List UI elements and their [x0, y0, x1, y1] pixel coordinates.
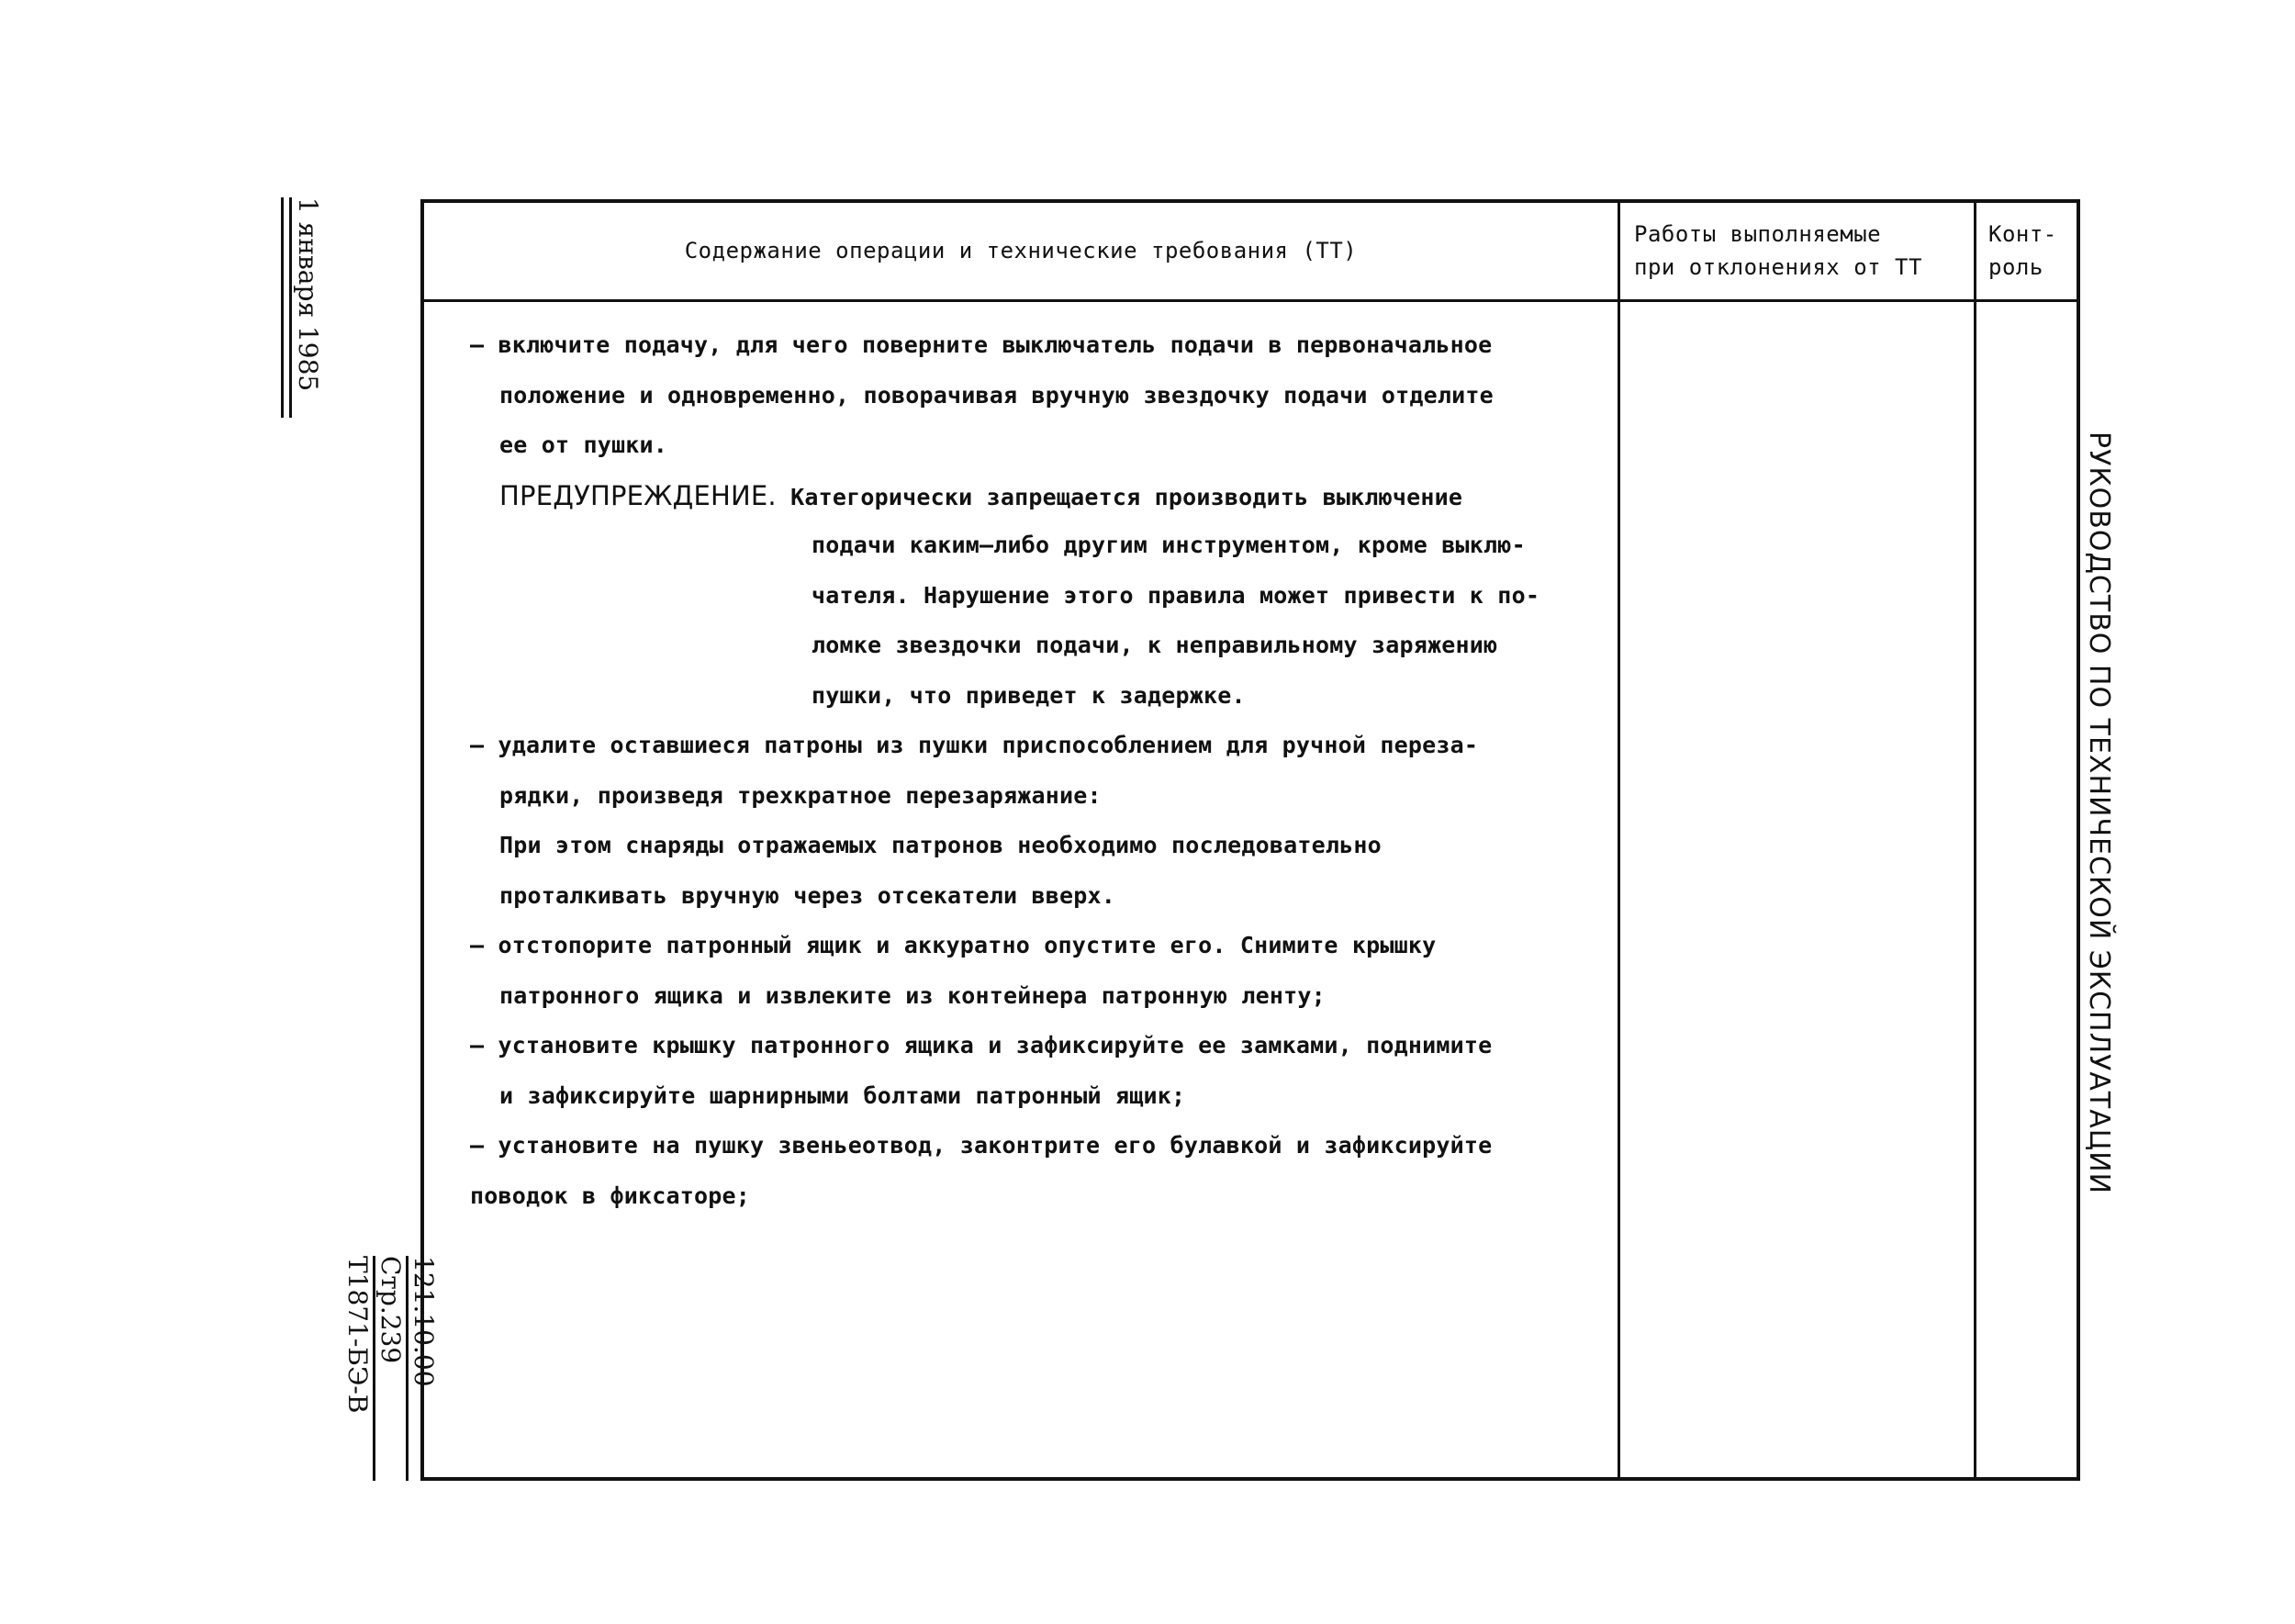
- warning-text: Категорически запрещается производить выключение: [776, 483, 1463, 510]
- text-line: и зафиксируйте шарнирными болтами патронный ящик;: [499, 1081, 1186, 1109]
- header-control-line2: роль: [1988, 254, 2043, 280]
- document-designation: Т1871-БЭ-В: [342, 1256, 373, 1414]
- text-line: положение и одновременно, поворачивая вручную звездочку подачи отделите: [499, 381, 1494, 409]
- issue-date: 1 января 1985: [293, 197, 323, 392]
- header-works-line2: при отклонениях от ТТ: [1634, 254, 1922, 280]
- text-line: чателя. Нарушение этого правила может привести к по-: [812, 581, 1540, 609]
- text-line: проталкивать вручную через отсекатели вверх.: [499, 881, 1116, 909]
- text-line: патронного ящика и извлеките из контейнера патронную ленту;: [499, 981, 1326, 1009]
- manual-side-title: РУКОВОДСТВО ПО ТЕХНИЧЕСКОЙ ЭКСПЛУАТАЦИИ: [2083, 431, 2115, 1194]
- header-content-column: Содержание операции и технические требования (ТТ): [684, 238, 1358, 263]
- operations-table: [420, 199, 2080, 1481]
- text-line: – установите на пушку звеньеотвод, законтрите его булавкой и зафиксируйте: [470, 1132, 1493, 1159]
- text-line: пушки, что приведет к задержке.: [812, 681, 1246, 709]
- warning-label: ПРЕДУПРЕЖДЕНИЕ.: [499, 479, 777, 511]
- text-line: – отстопорите патронный ящик и аккуратно опустите его. Снимите крышку: [470, 932, 1437, 958]
- code-number: 121.10.00: [406, 1256, 439, 1481]
- text-line: ее от пушки.: [499, 431, 668, 458]
- text-line: поводок в фиксаторе;: [470, 1182, 751, 1209]
- text-line: подачи каким–либо другим инструментом, кроме выклю-: [812, 532, 1526, 558]
- date-rule: [281, 197, 284, 418]
- document-codes: [342, 1256, 439, 1481]
- text-line: – удалите оставшиеся патроны из пушки приспособлением для ручной переза-: [470, 732, 1479, 758]
- warning-line: [470, 471, 1618, 521]
- column-divider-control: [1974, 203, 1976, 1477]
- operation-content: [470, 320, 1618, 1221]
- text-line: При этом снаряды отражаемых патронов необходимо последовательно: [499, 832, 1382, 858]
- text-line: – включите подачу, для чего поверните выключатель подачи в первоначальное: [470, 331, 1493, 358]
- header-control-column: [1988, 218, 2080, 284]
- text-line: ломке звездочки подачи, к неправильному заряжению: [812, 632, 1498, 658]
- header-control-line1: Конт-: [1988, 221, 2057, 247]
- text-line: – установите крышку патронного ящика и зафиксируйте ее замками, поднимите: [470, 1032, 1493, 1058]
- header-works-column: [1634, 218, 1965, 284]
- header-works-line1: Работы выполняемые: [1634, 221, 1882, 247]
- page-number: Стр.239: [373, 1256, 406, 1481]
- header-divider: [424, 299, 2077, 302]
- date-rule: [289, 197, 292, 418]
- text-line: рядки, произведя трехкратное перезаряжание:: [499, 781, 1102, 809]
- column-divider-works: [1618, 203, 1620, 1477]
